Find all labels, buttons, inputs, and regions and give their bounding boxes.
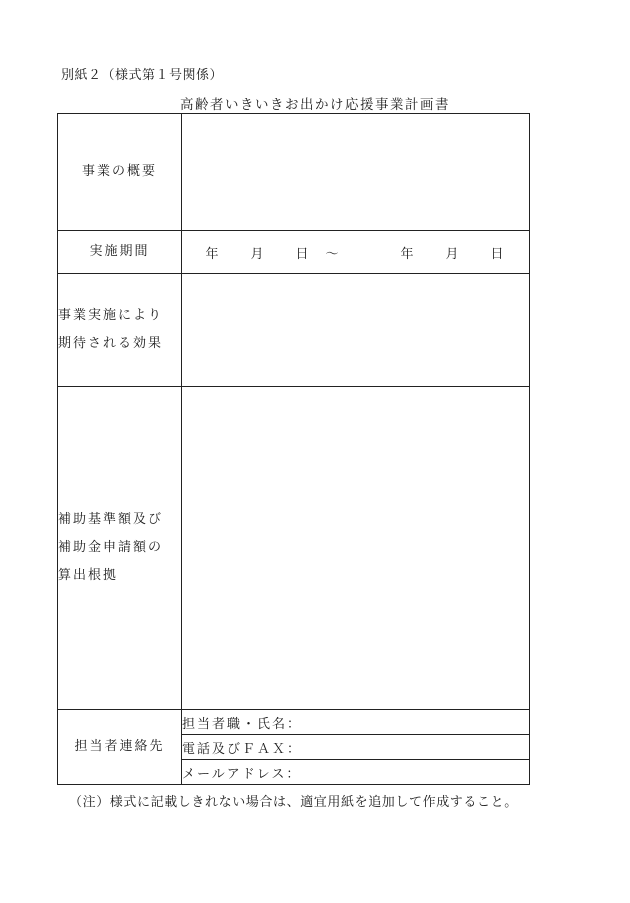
effect-label-line2: 期待される効果 [58, 336, 164, 351]
effect-label [58, 274, 182, 387]
footnote: （注）様式に記載しきれない場合は、適宜用紙を追加して作成すること。 [69, 795, 518, 810]
contact-email-field[interactable]: メールアドレス： [182, 760, 530, 785]
contact-row-name [58, 710, 530, 735]
period-label: 実施期間 [58, 231, 182, 274]
document-title: 高齢者いきいきお出かけ応援事業計画書 [180, 97, 450, 113]
form-reference: 別紙２（様式第１号関係） [61, 68, 224, 83]
basis-label-line1: 補助基準額及び [58, 512, 164, 527]
overview-row [58, 114, 530, 231]
period-field[interactable]: 年 月 日 〜 年 月 日 [182, 231, 530, 274]
effect-field[interactable] [182, 274, 530, 387]
period-row [58, 231, 530, 274]
contact-label: 担当者連絡先 [58, 710, 182, 785]
basis-field[interactable] [182, 387, 530, 710]
basis-label-line3: 算出根拠 [58, 568, 119, 583]
basis-row [58, 387, 530, 710]
effect-label-line1: 事業実施により [58, 308, 164, 323]
effect-row [58, 274, 530, 387]
overview-label: 事業の概要 [58, 114, 182, 231]
basis-label [58, 387, 182, 710]
contact-phone-field[interactable]: 電話及びＦＡＸ： [182, 735, 530, 760]
overview-field[interactable] [182, 114, 530, 231]
contact-name-field[interactable]: 担当者職・氏名： [182, 710, 530, 735]
basis-label-line2: 補助金申請額の [58, 540, 164, 555]
plan-form-table [57, 113, 530, 785]
